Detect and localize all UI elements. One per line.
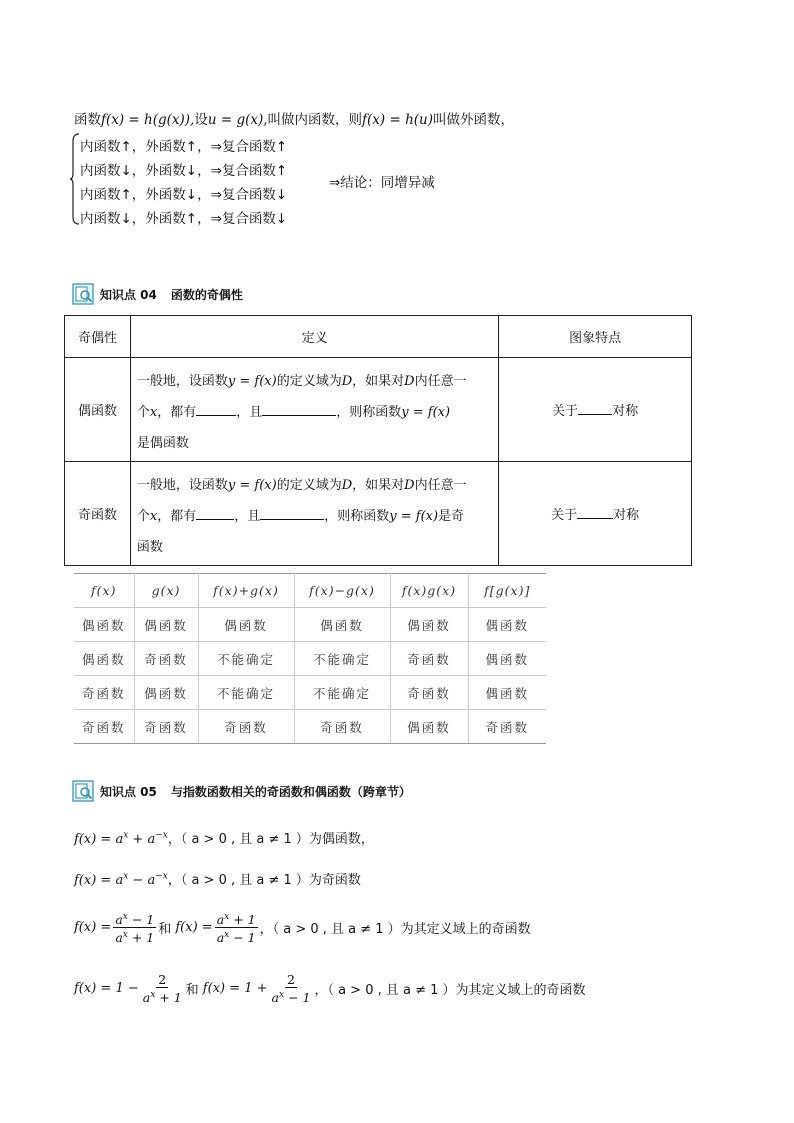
table-cell: 偶函数 [390,608,468,642]
table-row [74,642,546,676]
table-cell: 奇函数 [198,710,294,744]
header-definition: 定义 [130,316,498,358]
header-graph-feature: 图象特点 [499,316,692,358]
intro-formula-1: f(x) = h(g(x)), [101,112,195,128]
table-cell: 偶函数 [134,676,198,710]
intro-text-2: 设 [194,112,208,128]
formula-odd-3: f(x) = 1 − $\frac{2}{a^x + 1}$ 和 f(x) = 1 + $\frac{2}{a^x - 1}$ ，（ a > 0 , 且 a ≠ 1 ）为其定义域上的奇函数 [74,972,586,1006]
even-function-definition: 一般地，设函数y = f(x)的定义域为D，如果对D内任意一 个x，都有 ，且 ，则称函数y = f(x) 是偶函数 [130,358,498,462]
parity-definition-table [64,315,692,566]
fraction: $\frac{a^x - 1}{a^x + 1}$ [115,912,155,946]
col-product: f(x)g(x) [390,574,468,608]
fill-blank[interactable] [577,504,613,519]
fraction: $\frac{a^x + 1}{a^x - 1}$ [216,912,256,946]
table-cell: 不能确定 [198,642,294,676]
left-brace-icon [70,133,80,225]
formula-odd-2: f(x) = $\frac{a^x - 1}{a^x + 1}$ 和 f(x) = $\frac{a^x + 1}{a^x - 1}$ ，（ a > 0 , 且 a ≠ 1 ）为其定义域上的奇函数 [74,912,531,946]
rule-3: 内函数↑，外函数↓，⇒复合函数↓ [80,187,288,203]
magnifier-book-icon [72,780,94,802]
col-composition: f[g(x)] [468,574,546,608]
table-cell: 偶函数 [198,608,294,642]
table-row [74,676,546,710]
table-cell: 奇函数 [468,710,546,744]
col-sum: f(x)+g(x) [198,574,294,608]
magnifier-book-icon [72,283,94,305]
table-cell: 不能确定 [198,676,294,710]
table-header-row [65,316,692,358]
formula-even-1: $f(x) = a^x + a^{-x}$，（ a > 0 , 且 a ≠ 1 ）为偶函数， [74,830,374,847]
kp04-number: 知识点 04 [100,287,157,302]
fill-blank[interactable] [196,505,234,520]
table-cell: 偶函数 [294,608,390,642]
header-parity: 奇偶性 [65,316,131,358]
fill-blank[interactable] [196,401,236,416]
odd-function-label: 奇函数 [65,462,131,566]
table-row-odd [65,462,692,566]
odd-graph-feature: 关于 对称 [499,462,692,566]
fill-blank[interactable] [578,400,612,415]
table-cell: 奇函数 [390,676,468,710]
kp05-title: 与指数函数相关的奇函数和偶函数（跨章节） [170,784,411,799]
kp05-number: 知识点 05 [100,784,157,799]
table-cell: 偶函数 [468,642,546,676]
table-cell: 偶函数 [390,710,468,744]
table-cell: 奇函数 [134,710,198,744]
table-header-row [74,574,546,608]
fill-blank[interactable] [260,505,324,520]
col-f: f(x) [74,574,134,608]
even-graph-feature: 关于 对称 [499,358,692,462]
formula-odd-1: $f(x) = a^x - a^{-x}$，（ a > 0 , 且 a ≠ 1 ）为奇函数 [74,871,361,888]
table-cell: 奇函数 [294,710,390,744]
composite-conclusion: ⇒结论：同增异减 [329,175,435,191]
intro-text-1: 函数 [74,112,101,128]
table-cell: 奇函数 [390,642,468,676]
intro-text-3: 叫做内函数，则 [267,112,363,128]
table-cell: 不能确定 [294,676,390,710]
fraction: $\frac{2}{a^x - 1}$ [271,972,311,1006]
rule-4: 内函数↓，外函数↑，⇒复合函数↓ [80,211,288,227]
kp04-title: 函数的奇偶性 [170,287,243,302]
odd-function-definition: 一般地，设函数y = f(x)的定义域为D，如果对D内任意一 个x，都有 ，且 ，则称函数y = f(x)是奇 函数 [130,462,498,566]
formula-expression: $f(x) = a^x - a^{-x}$ [74,871,168,888]
table-cell: 偶函数 [74,608,134,642]
table-cell: 奇函数 [74,710,134,744]
formula-expression: $f(x) = a^x + a^{-x}$ [74,830,168,847]
fraction: $\frac{2}{a^x + 1}$ [142,972,182,1006]
rule-2: 内函数↓，外函数↓，⇒复合函数↑ [80,163,288,179]
col-g: g(x) [134,574,198,608]
table-cell: 奇函数 [74,676,134,710]
kp04-header [72,283,243,305]
even-function-label: 偶函数 [65,358,131,462]
intro-formula-2: u = g(x), [207,112,268,128]
table-cell: 偶函数 [468,608,546,642]
table-cell: 偶函数 [134,608,198,642]
table-cell: 偶函数 [468,676,546,710]
table-row [74,710,546,744]
table-row-even [65,358,692,462]
kp05-header [72,780,411,802]
rule-1: 内函数↑，外函数↑，⇒复合函数↑ [80,139,288,155]
table-row [74,608,546,642]
table-cell: 不能确定 [294,642,390,676]
table-cell: 偶函数 [74,642,134,676]
table-cell: 奇函数 [134,642,198,676]
parity-operations-table [74,573,546,744]
intro-text-4: 叫做外函数， [433,112,514,128]
composite-intro [74,108,514,128]
fill-blank[interactable] [262,401,336,416]
col-difference: f(x)−g(x) [294,574,390,608]
intro-formula-3: f(x) = h(u) [362,112,433,128]
